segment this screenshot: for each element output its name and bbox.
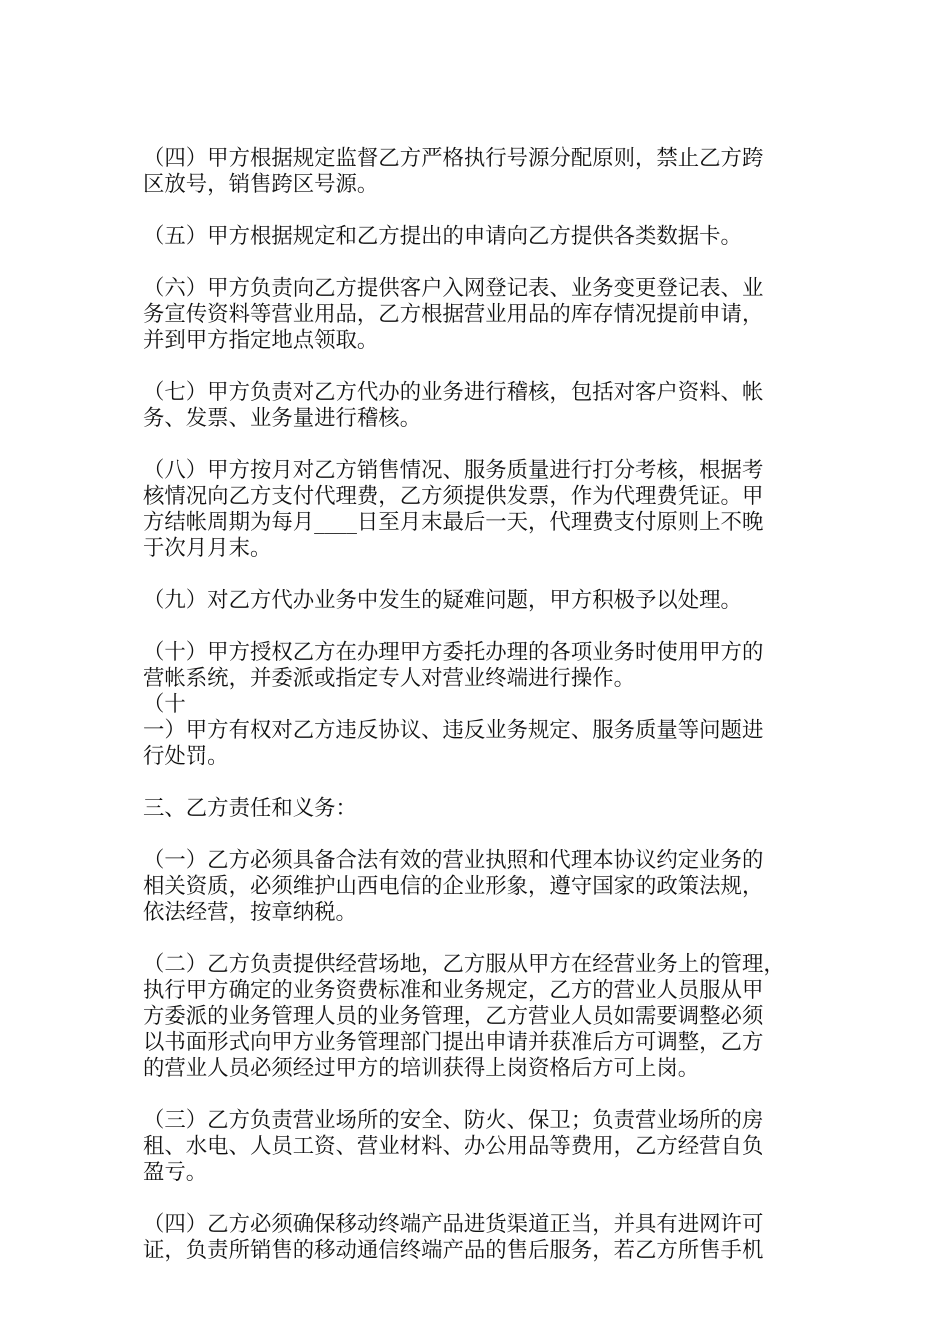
text-line: （十 [143,692,186,717]
paragraph-7 [143,380,823,432]
document-body [143,146,823,1264]
text-line: （四）甲方根据规定监督乙方严格执行号源分配原则，禁止乙方跨 [143,146,764,171]
text-line: 方委派的业务管理人员的业务管理，乙方营业人员如需要调整必须 [143,1004,764,1029]
text-line: （十）甲方授权乙方在办理甲方委托办理的各项业务时使用甲方的 [143,640,764,665]
text-line: 相关资质，必须维护山西电信的企业形象，遵守国家的政策法规， [143,874,764,899]
paragraph-b4 [143,1212,823,1264]
text-line: （六）甲方负责向乙方提供客户入网登记表、业务变更登记表、业 [143,276,764,301]
text-line: 证，负责所销售的移动通信终端产品的售后服务，若乙方所售手机 [143,1238,764,1263]
text-line: 三、乙方责任和义务： [143,796,357,821]
paragraph-b2 [143,952,823,1082]
text-line: （一）乙方必须具备合法有效的营业执照和代理本协议约定业务的 [143,848,764,873]
text-line: 以书面形式向甲方业务管理部门提出申请并获准后方可调整，乙方 [143,1030,764,1055]
text-line: 的营业人员必须经过甲方的培训获得上岗资格后方可上岗。 [143,1056,700,1081]
text-line: 营帐系统，并委派或指定专人对营业终端进行操作。 [143,666,635,691]
text-line: 行处罚。 [143,744,229,769]
paragraph-6 [143,276,823,354]
text-line: （四）乙方必须确保移动终端产品进货渠道正当，并具有进网许可 [143,1212,764,1237]
text-line: （七）甲方负责对乙方代办的业务进行稽核，包括对客户资料、帐 [143,380,764,405]
text-line: 执行甲方确定的业务资费标准和业务规定，乙方的营业人员服从甲 [143,978,764,1003]
text-line: （八）甲方按月对乙方销售情况、服务质量进行打分考核，根据考 [143,458,764,483]
text-line: 并到甲方指定地点领取。 [143,328,379,353]
section-heading [143,796,823,822]
text-line: 核情况向乙方支付代理费，乙方须提供发票，作为代理费凭证。甲 [143,484,764,509]
paragraph-10-11 [143,640,823,770]
paragraph-b1 [143,848,823,926]
paragraph-5 [143,224,823,250]
text-line: 于次月月末。 [143,536,272,561]
text-line: 务宣传资料等营业用品，乙方根据营业用品的库存情况提前申请， [143,302,764,327]
text-line: 一）甲方有权对乙方违反协议、违反业务规定、服务质量等问题进 [143,718,764,743]
text-line: （二）乙方负责提供经营场地，乙方服从甲方在经营业务上的管理， [143,952,785,977]
text-line: 盈亏。 [143,1160,208,1185]
text-line: 务、发票、业务量进行稽核。 [143,406,422,431]
text-line: 依法经营，按章纳税。 [143,900,357,925]
text-line: 区放号，销售跨区号源。 [143,172,379,197]
paragraph-9 [143,588,823,614]
paragraph-8 [143,458,823,562]
text-line: 方结帐周期为每月____日至月末最后一天，代理费支付原则上不晚 [143,510,764,535]
text-line: （三）乙方负责营业场所的安全、防火、保卫；负责营业场所的房 [143,1108,764,1133]
paragraph-b3 [143,1108,823,1186]
paragraph-4 [143,146,823,198]
text-line: （五）甲方根据规定和乙方提出的申请向乙方提供各类数据卡。 [143,224,742,249]
text-line: （九）对乙方代办业务中发生的疑难问题，甲方积极予以处理。 [143,588,742,613]
text-line: 租、水电、人员工资、营业材料、办公用品等费用，乙方经营自负 [143,1134,764,1159]
